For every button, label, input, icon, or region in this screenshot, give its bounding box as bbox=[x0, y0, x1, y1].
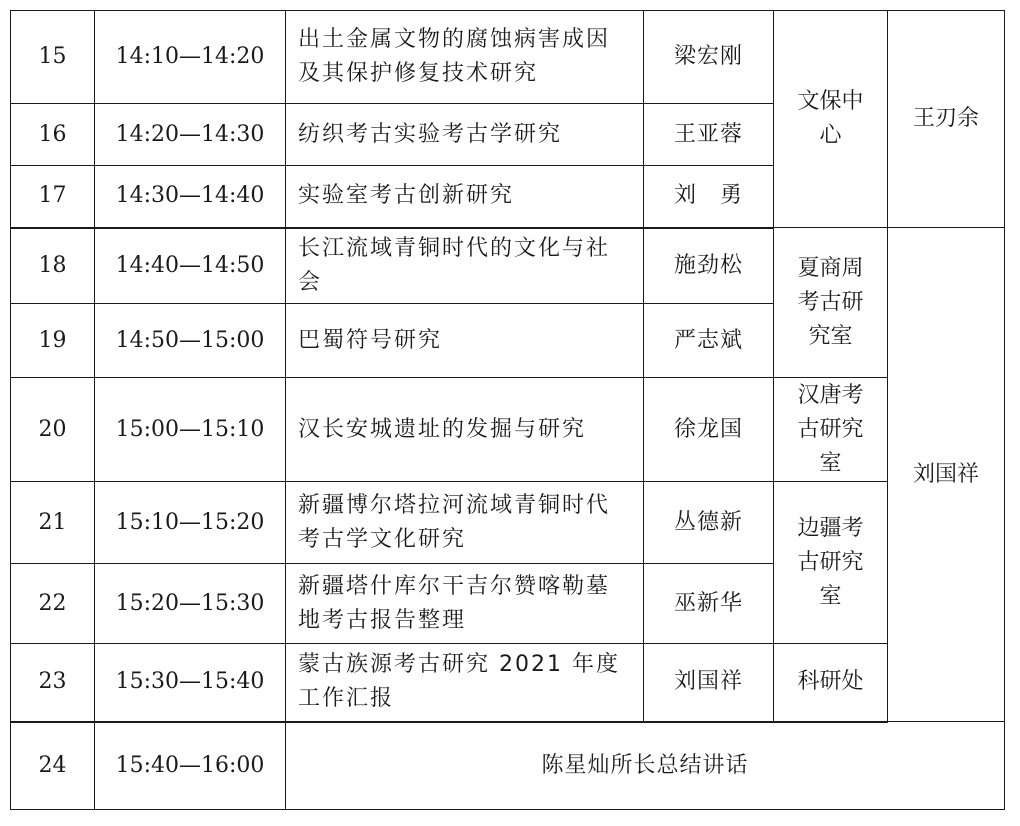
report-topic: 长江流域青铜时代的文化与社会 bbox=[286, 228, 644, 304]
speaker-name: 王亚蓉 bbox=[644, 104, 774, 166]
speaker-name: 梁宏刚 bbox=[644, 11, 774, 104]
speaker-name: 徐龙国 bbox=[644, 378, 774, 482]
row-number: 18 bbox=[11, 228, 95, 304]
row-number: 20 bbox=[11, 378, 95, 482]
speaker-name: 严志斌 bbox=[644, 304, 774, 378]
time-slot: 15:30—15:40 bbox=[95, 644, 286, 722]
time-slot: 14:10—14:20 bbox=[95, 11, 286, 104]
chair-name: 王刃余 bbox=[912, 106, 979, 131]
report-topic: 出土金属文物的腐蚀病害成因及其保护修复技术研究 bbox=[286, 11, 644, 104]
unit-name: 夏商周考古研究室 bbox=[797, 255, 864, 349]
unit-cell bbox=[774, 644, 888, 722]
row-number: 22 bbox=[11, 564, 95, 644]
chair-cell bbox=[888, 11, 1005, 228]
report-topic: 新疆塔什库尔干吉尔赞喀勒墓地考古报告整理 bbox=[286, 564, 644, 644]
table-row bbox=[11, 11, 1005, 104]
table-row bbox=[11, 482, 1005, 564]
chair-cell bbox=[888, 228, 1005, 722]
report-topic: 实验室考古创新研究 bbox=[286, 166, 644, 228]
row-number: 21 bbox=[11, 482, 95, 564]
table-row bbox=[11, 644, 1005, 722]
time-slot: 15:40—16:00 bbox=[95, 722, 286, 810]
time-slot: 15:00—15:10 bbox=[95, 378, 286, 482]
unit-cell bbox=[774, 11, 888, 228]
unit-name: 汉唐考古研究室 bbox=[797, 382, 864, 476]
table-row bbox=[11, 722, 1005, 810]
report-topic: 巴蜀符号研究 bbox=[286, 304, 644, 378]
row-number: 24 bbox=[11, 722, 95, 810]
time-slot: 14:30—14:40 bbox=[95, 166, 286, 228]
schedule-table bbox=[10, 10, 1005, 810]
time-slot: 15:20—15:30 bbox=[95, 564, 286, 644]
time-slot: 14:40—14:50 bbox=[95, 228, 286, 304]
table-row bbox=[11, 228, 1005, 304]
closing-remarks: 陈星灿所长总结讲话 bbox=[286, 722, 1005, 810]
chair-name: 刘国祥 bbox=[912, 461, 979, 487]
table-row bbox=[11, 378, 1005, 482]
row-number: 19 bbox=[11, 304, 95, 378]
unit-cell bbox=[774, 228, 888, 378]
time-slot: 14:20—14:30 bbox=[95, 104, 286, 166]
unit-name: 边疆考古研究室 bbox=[797, 515, 864, 609]
unit-name: 科研处 bbox=[797, 669, 864, 695]
unit-cell bbox=[774, 378, 888, 482]
speaker-name: 丛德新 bbox=[644, 482, 774, 564]
speaker-name: 施劲松 bbox=[644, 228, 774, 304]
report-topic: 纺织考古实验考古学研究 bbox=[286, 104, 644, 166]
row-number: 15 bbox=[11, 11, 95, 104]
report-topic: 新疆博尔塔拉河流域青铜时代考古学文化研究 bbox=[286, 482, 644, 564]
row-number: 23 bbox=[11, 644, 95, 722]
unit-cell bbox=[774, 482, 888, 644]
row-number: 17 bbox=[11, 166, 95, 228]
time-slot: 15:10—15:20 bbox=[95, 482, 286, 564]
unit-name: 文保中心 bbox=[797, 89, 864, 148]
time-slot: 14:50—15:00 bbox=[95, 304, 286, 378]
speaker-name: 巫新华 bbox=[644, 564, 774, 644]
report-topic: 汉长安城遗址的发掘与研究 bbox=[286, 378, 644, 482]
speaker-name: 刘国祥 bbox=[644, 644, 774, 722]
speaker-name: 刘 勇 bbox=[644, 166, 774, 228]
report-topic: 蒙古族源考古研究 2021 年度工作汇报 bbox=[286, 644, 644, 722]
row-number: 16 bbox=[11, 104, 95, 166]
